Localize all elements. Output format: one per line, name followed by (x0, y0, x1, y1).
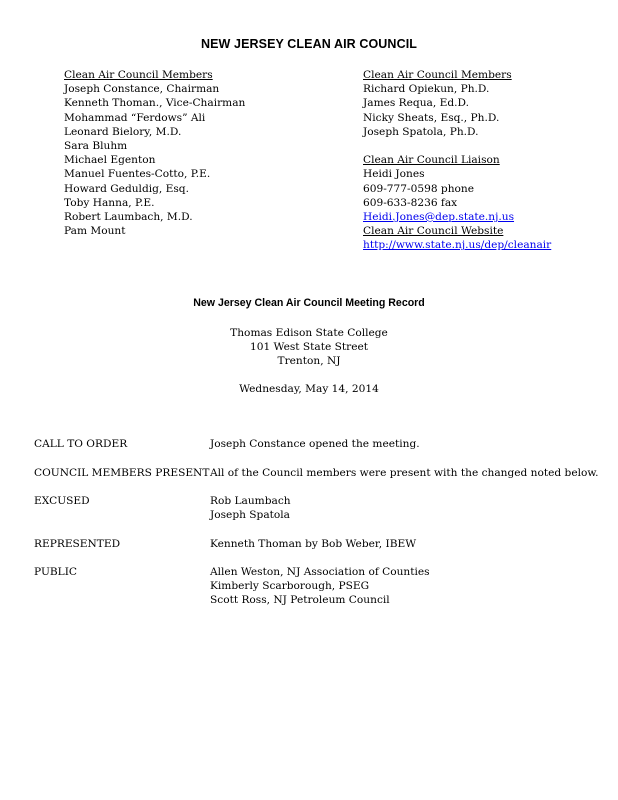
record-label: EXCUSED (34, 495, 90, 507)
meeting-venue (0, 326, 618, 369)
document-title: NEW JERSEY CLEAN AIR COUNCIL (200, 37, 417, 51)
record-value (210, 437, 610, 451)
member-name: Sara Bluhm (64, 140, 128, 153)
members-column-left (64, 68, 324, 238)
record-value (210, 466, 610, 480)
record-line: All of the Council members were present with the changed noted below. (210, 467, 599, 479)
member-name: Pam Mount (64, 225, 126, 238)
record-line: Rob Laumbach (210, 495, 291, 507)
record-line: Joseph Constance opened the meeting. (210, 438, 420, 450)
venue-line: Trenton, NJ (277, 355, 341, 368)
record-line: Joseph Spatola (210, 509, 290, 522)
website-link[interactable]: http://www.state.nj.us/dep/cleanair (363, 239, 552, 252)
member-name: Robert Laumbach, M.D. (64, 211, 193, 224)
members-heading-left: Clean Air Council Members (64, 69, 213, 81)
website-heading: Clean Air Council Website (363, 225, 504, 238)
member-name: Mohammad “Ferdows” Ali (64, 111, 206, 124)
members-heading-right: Clean Air Council Members (363, 69, 512, 81)
liaison-heading: Clean Air Council Liaison (363, 154, 500, 167)
record-label: REPRESENTED (34, 538, 121, 550)
member-name: Toby Hanna, P.E. (64, 196, 155, 209)
liaison-email-link[interactable]: Heidi.Jones@dep.state.nj.us (363, 211, 515, 224)
member-name: Joseph Constance, Chairman (64, 83, 220, 96)
venue-line: Thomas Edison State College (230, 327, 388, 339)
record-line: Scott Ross, NJ Petroleum Council (210, 594, 390, 607)
record-label: COUNCIL MEMBERS PRESENT (34, 467, 210, 479)
member-name: Joseph Spatola, Ph.D. (363, 125, 479, 138)
member-name: Manuel Fuentes-Cotto, P.E. (64, 168, 211, 181)
member-name: Kenneth Thoman., Vice-Chairman (64, 97, 246, 110)
member-name: Richard Opiekun, Ph.D. (363, 83, 490, 96)
member-name: Michael Egenton (64, 154, 156, 167)
record-line: Allen Weston, NJ Association of Counties (210, 566, 430, 578)
liaison-phone: 609-777-0598 phone (363, 182, 475, 195)
record-value (210, 565, 610, 608)
meeting-record-title: New Jersey Clean Air Council Meeting Record (193, 297, 425, 309)
record-label: PUBLIC (34, 566, 77, 578)
member-name: Nicky Sheats, Esq., Ph.D. (363, 111, 500, 124)
member-name: James Requa, Ed.D. (363, 97, 469, 110)
record-label: CALL TO ORDER (34, 438, 128, 450)
member-name: Howard Geduldig, Esq. (64, 182, 189, 195)
spacer (363, 139, 603, 153)
meeting-date: Wednesday, May 14, 2014 (239, 383, 379, 395)
members-column-right (363, 68, 603, 253)
venue-line: 101 West State Street (249, 341, 369, 354)
member-name: Leonard Bielory, M.D. (64, 125, 182, 138)
liaison-name: Heidi Jones (363, 168, 425, 181)
record-line: Kenneth Thoman by Bob Weber, IBEW (210, 538, 417, 550)
record-line: Kimberly Scarborough, PSEG (210, 580, 370, 593)
record-value (210, 537, 610, 551)
liaison-fax: 609-633-8236 fax (363, 196, 458, 209)
record-value (210, 494, 610, 522)
